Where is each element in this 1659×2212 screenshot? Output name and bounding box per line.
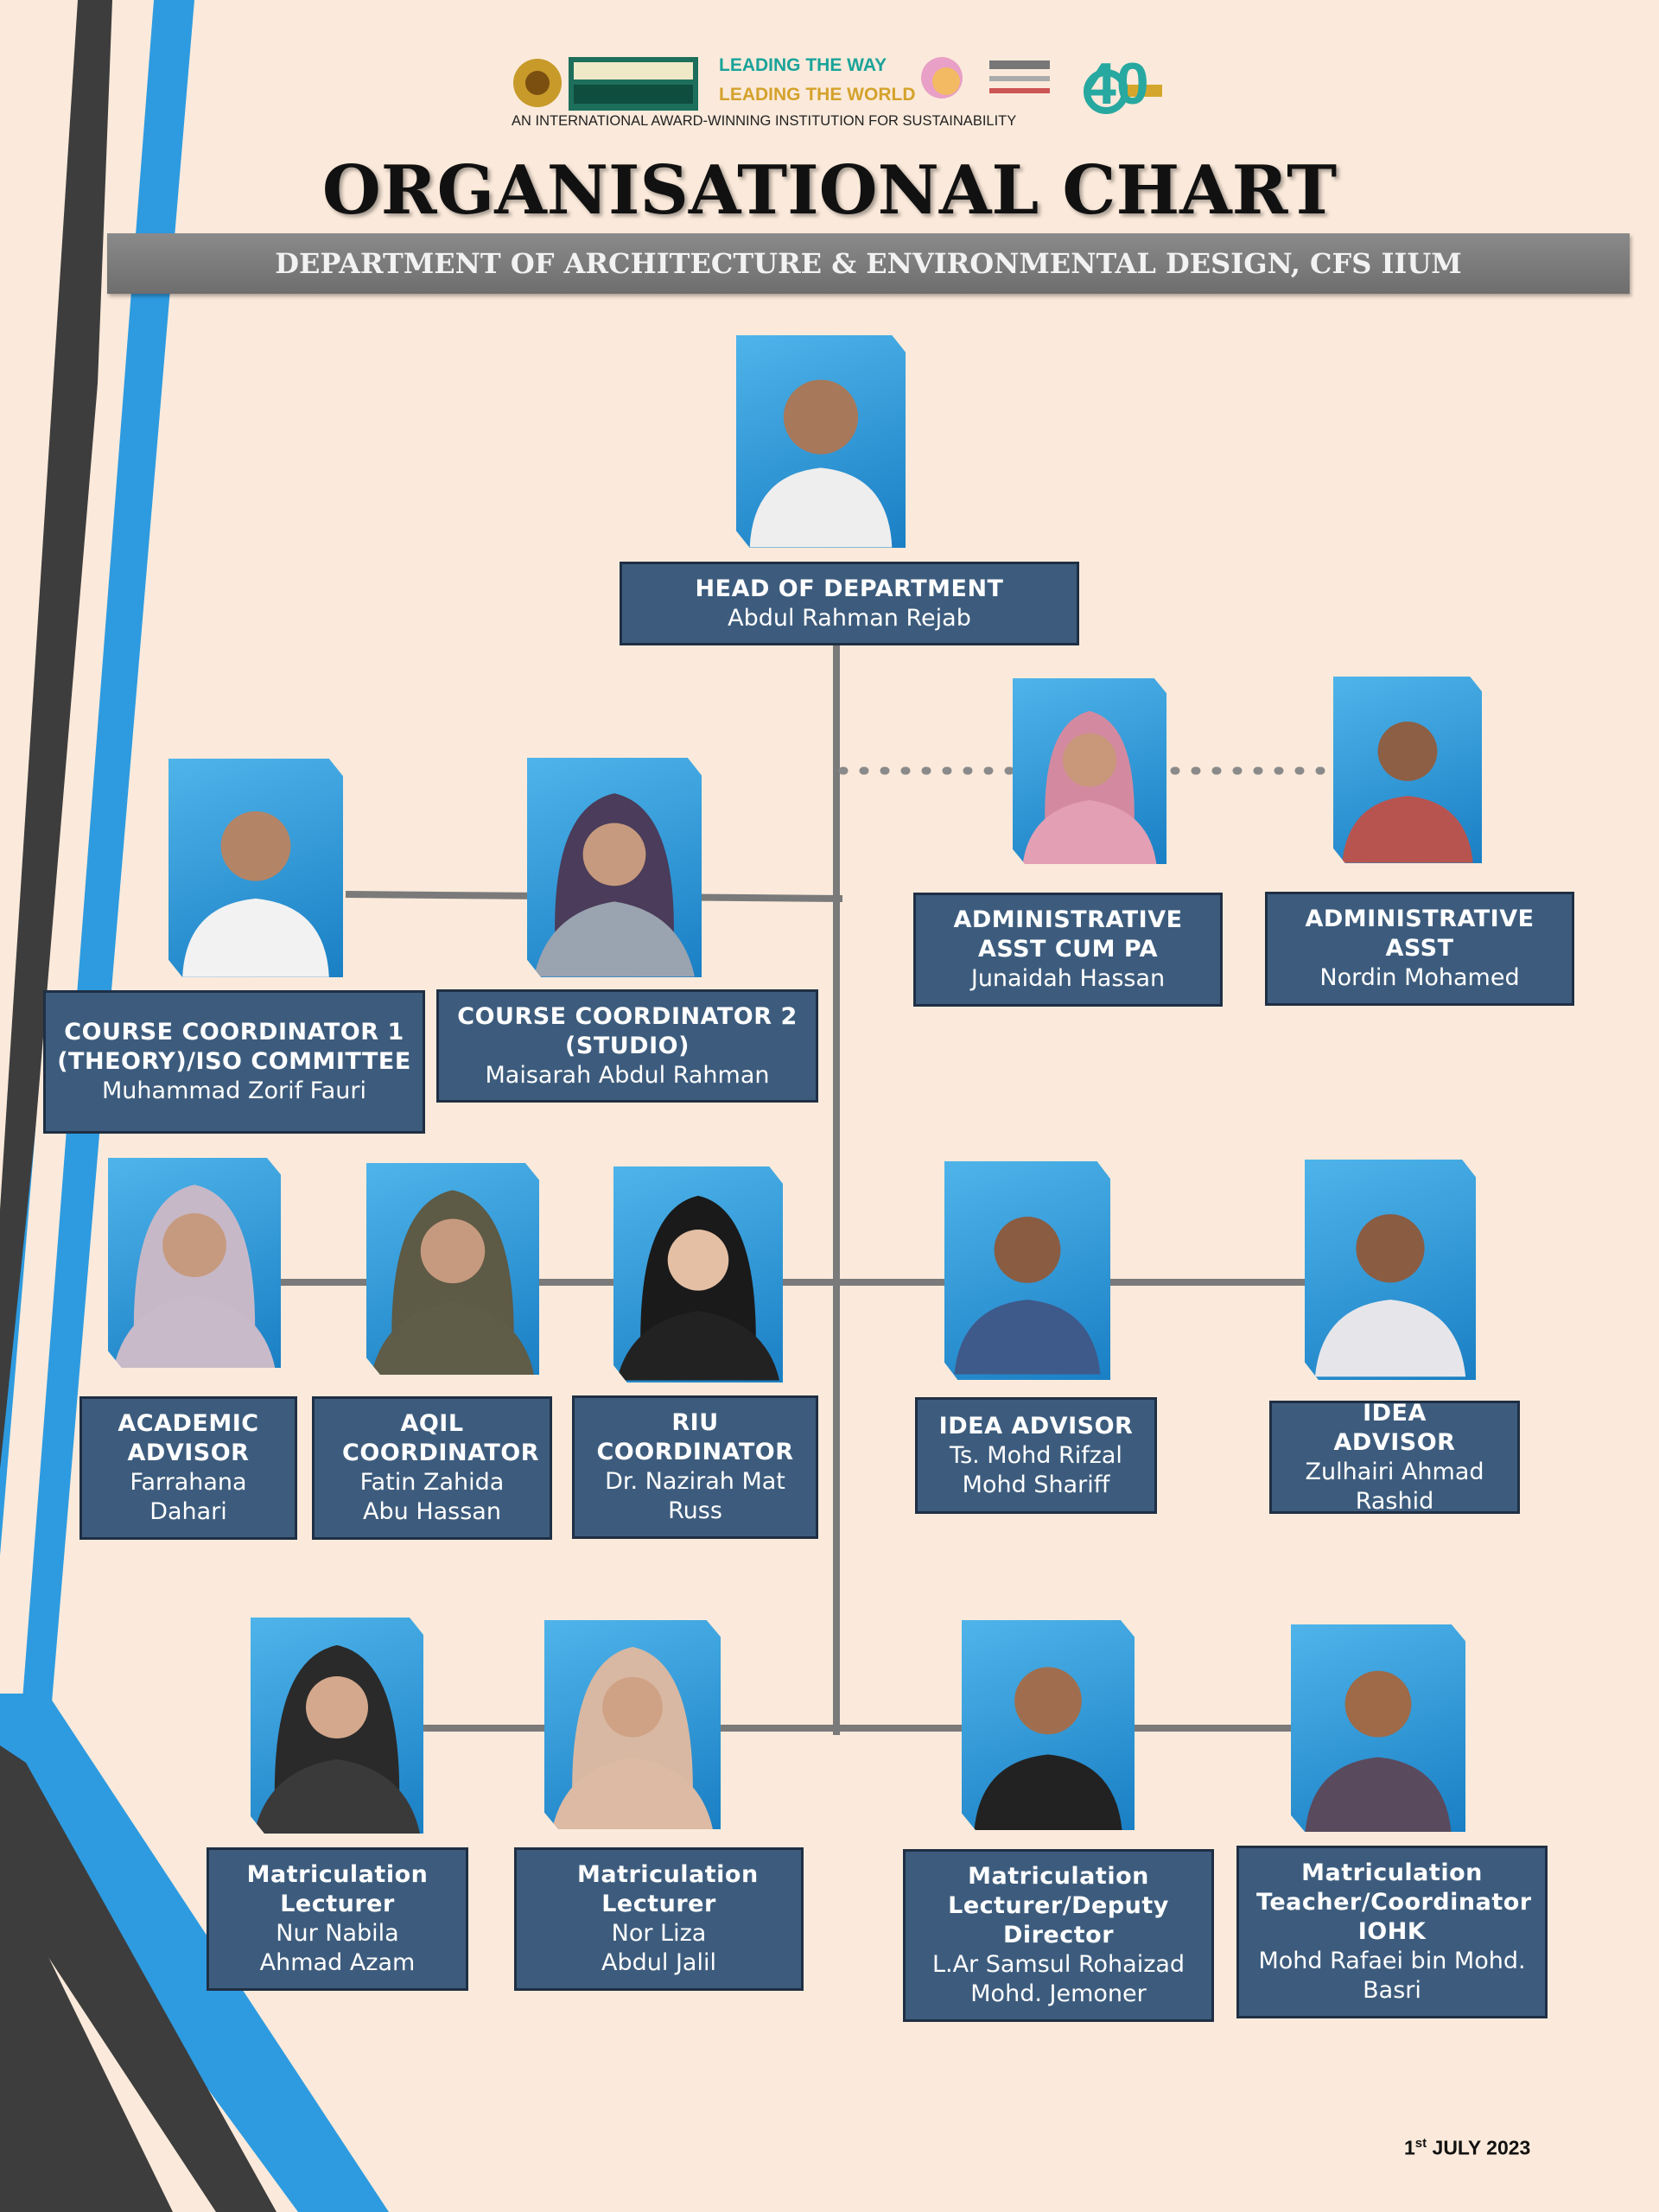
logo-bar	[510, 50, 1184, 137]
idea-advisor-2-name: Zulhairi Ahmad Rashid	[1305, 1458, 1484, 1515]
idea-advisor-2-role: IDEA ADVISOR	[1333, 1399, 1456, 1456]
riu-coordinator-role: RIU COORDINATOR	[596, 1409, 794, 1465]
academic-advisor-card	[79, 1396, 297, 1540]
logo-tagline-1: LEADING THE WAY	[719, 55, 887, 75]
academic-advisor-role: ACADEMIC ADVISOR	[118, 1410, 259, 1466]
department-banner: DEPARTMENT OF ARCHITECTURE & ENVIRONMENTAL DESIGN, CFS IIUM	[107, 233, 1630, 294]
institution-tagline: AN INTERNATIONAL AWARD-WINNING INSTITUTION FOR SUSTAINABILITY	[512, 113, 1017, 129]
admin-asst-pa-card	[913, 893, 1223, 1007]
avatar	[962, 1620, 1135, 1830]
course-coordinator-2-name: Maisarah Abdul Rahman	[485, 1061, 770, 1089]
avatar	[251, 1618, 423, 1834]
anniversary-badge: 40	[1084, 51, 1149, 117]
aqil-coordinator-role: AQIL COORDINATOR	[342, 1410, 540, 1466]
matriculation-lecturer-2-name: Nor Liza Abdul Jalil	[601, 1920, 716, 1976]
avatar	[1291, 1624, 1465, 1832]
academic-advisor-name: Farrahana Dahari	[130, 1469, 247, 1525]
matriculation-lecturer-1-role: Matriculation Lecturer	[246, 1861, 429, 1917]
deputy-director-role: Matriculation Lecturer/Deputy Director	[948, 1863, 1169, 1948]
iohk-coordinator-card	[1236, 1846, 1548, 2018]
matriculation-lecturer-2-role: Matriculation Lecturer	[577, 1861, 759, 1917]
avatar	[1305, 1160, 1476, 1380]
course-coordinator-2-card	[436, 989, 818, 1103]
aqil-coordinator-card	[312, 1396, 552, 1540]
avatar	[168, 759, 343, 977]
chart-date	[1404, 2136, 1530, 2160]
riu-coordinator-name: Dr. Nazirah Mat Russ	[605, 1468, 785, 1524]
avatar	[613, 1166, 783, 1382]
hod-role: HEAD OF DEPARTMENT	[695, 575, 1004, 602]
avatar	[1333, 677, 1482, 863]
idea-advisor-2-card	[1269, 1401, 1520, 1514]
date-day: 1	[1404, 2136, 1415, 2159]
iohk-coordinator-role: Matriculation Teacher/Coordinator IOHK	[1256, 1859, 1532, 1945]
idea-advisor-1-name: Ts. Mohd Rifzal Mohd Shariff	[950, 1441, 1122, 1498]
avatar	[366, 1163, 539, 1375]
matriculation-lecturer-1-name: Nur Nabila Ahmad Azam	[259, 1920, 416, 1976]
matriculation-lecturer-2-card	[514, 1847, 804, 1991]
iohk-coordinator-name: Mohd Rafaei bin Mohd. Basri	[1258, 1948, 1526, 2004]
page-title: ORGANISATIONAL CHART	[321, 151, 1338, 230]
course-coordinator-1-role: COURSE COORDINATOR 1 (THEORY)/ISO COMMITTEE	[57, 1019, 411, 1075]
admin-asst-card	[1265, 892, 1574, 1006]
hod-name: Abdul Rahman Rejab	[728, 604, 971, 632]
date-suffix: st	[1414, 2136, 1427, 2151]
logo-tagline-2: LEADING THE WORLD	[719, 85, 916, 105]
deputy-director-card	[903, 1849, 1214, 2022]
idea-advisor-1-card	[915, 1397, 1157, 1514]
idea-advisor-1-role: IDEA ADVISOR	[938, 1412, 1134, 1440]
avatar	[736, 335, 906, 548]
course-coordinator-2-role: COURSE COORDINATOR 2 (STUDIO)	[457, 1002, 798, 1059]
avatar	[944, 1161, 1110, 1380]
avatar	[527, 758, 702, 977]
course-coordinator-1-card	[43, 990, 425, 1134]
riu-coordinator-card	[572, 1395, 818, 1539]
admin-asst-name: Nordin Mohamed	[1319, 964, 1520, 991]
hod-card	[620, 562, 1079, 645]
course-coordinator-1-name: Muhammad Zorif Fauri	[102, 1077, 366, 1104]
avatar	[1013, 678, 1166, 864]
admin-asst-pa-name: Junaidah Hassan	[970, 965, 1166, 992]
admin-asst-pa-role: ADMINISTRATIVE ASST CUM PA	[953, 906, 1183, 963]
avatar	[108, 1158, 281, 1368]
date-rest: JULY 2023	[1432, 2136, 1531, 2159]
aqil-coordinator-name: Fatin Zahida Abu Hassan	[359, 1469, 505, 1525]
deputy-director-name: L.Ar Samsul Rohaizad Mohd. Jemoner	[931, 1951, 1185, 2007]
admin-asst-role: ADMINISTRATIVE ASST	[1305, 906, 1535, 962]
matriculation-lecturer-1-card	[207, 1847, 468, 1991]
avatar	[544, 1620, 721, 1829]
